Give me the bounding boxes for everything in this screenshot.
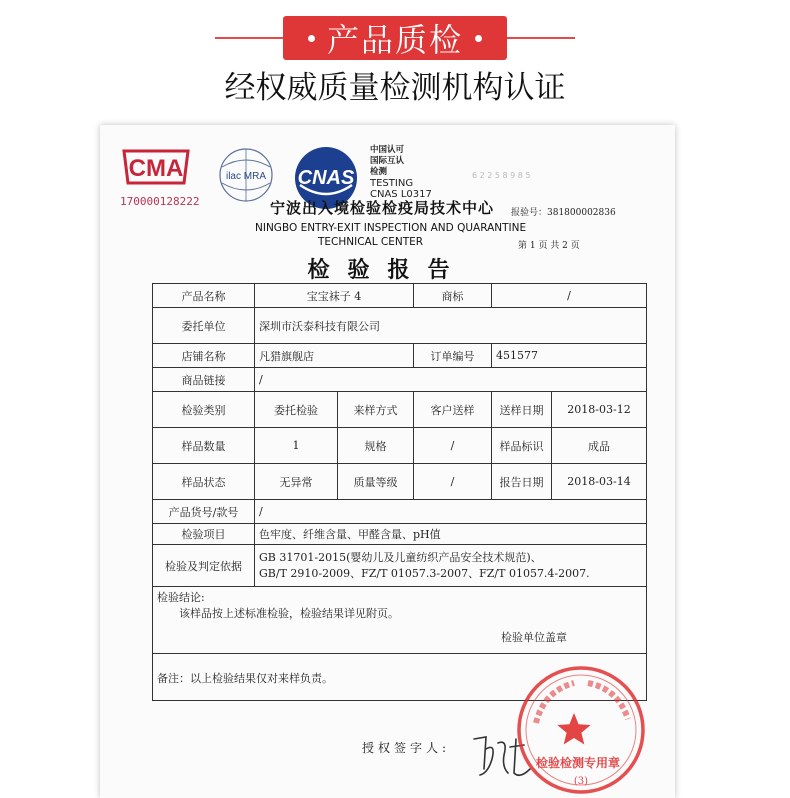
cell-label: 商标 <box>414 284 492 308</box>
note-text: 备注：以上检验结果仅对来样负责。 <box>157 672 333 685</box>
table-row <box>153 464 647 500</box>
svg-text:ilac MRA: ilac MRA <box>225 171 267 182</box>
conclusion-label: 检验结论: <box>157 591 205 604</box>
cell-label: 店铺名称 <box>153 344 255 368</box>
organization-name-cn: 宁波出入境检验检疫局技术中心 <box>270 199 495 217</box>
quality-grade: / <box>414 464 492 500</box>
sample-state: 无异常 <box>255 464 338 500</box>
faded-code: 6 2 2 5 8 9 8 5 <box>472 171 531 180</box>
svg-text:CNAS: CNAS <box>297 167 355 189</box>
cell-label: 送样日期 <box>492 392 552 428</box>
item-number: / <box>255 500 647 524</box>
client: 深圳市沃泰科技有限公司 <box>255 308 647 344</box>
stamp-inner-text: 检验检测专用章 <box>535 756 621 770</box>
section-banner <box>283 16 507 60</box>
seal-label: 检验单位盖章 <box>501 631 567 644</box>
inspection-basis: GB 31701-2015(婴幼儿及儿童纺织产品安全技术规范)、 GB/T 2910-2009、FZ/T 01057.3-2007、FZ/T 01057.4-2007. <box>255 545 647 587</box>
dot-icon <box>308 35 315 42</box>
banner-title: 产品质检 <box>326 21 463 59</box>
table-row <box>153 392 647 428</box>
sample-quantity: 1 <box>255 428 338 464</box>
cell-label: 规格 <box>338 428 414 464</box>
sample-method: 客户送样 <box>414 392 492 428</box>
conclusion-cell <box>153 587 647 654</box>
report-number: 报验号：381800002836 <box>511 208 616 218</box>
dot-icon <box>475 35 482 42</box>
table-row <box>153 308 647 344</box>
organization-name-en-2: TECHNICAL CENTER <box>318 236 424 248</box>
svg-text:CMA: CMA <box>128 155 184 182</box>
cma-number: 170000128222 <box>120 195 200 208</box>
inspection-items: 色牢度、纤维含量、甲醛含量、pH值 <box>255 524 647 545</box>
cell-label: 检验类别 <box>153 392 255 428</box>
cell-label: 委托单位 <box>153 308 255 344</box>
cell-label: 样品标识 <box>492 428 552 464</box>
cell-label: 商品链接 <box>153 368 255 392</box>
inspection-report <box>100 125 675 798</box>
report-title: 检验报告 <box>307 258 468 283</box>
table-row <box>153 587 647 654</box>
cell-label: 报告日期 <box>492 464 552 500</box>
page-info: 第 1 页 共 2 页 <box>518 241 580 251</box>
table-row <box>153 524 647 545</box>
cell-label: 检验及判定依据 <box>153 545 255 587</box>
cell-label: 来样方式 <box>338 392 414 428</box>
cell-label: 产品货号/款号 <box>153 500 255 524</box>
cell-label: 样品数量 <box>153 428 255 464</box>
cell-label: 检验项目 <box>153 524 255 545</box>
cell-label: 样品状态 <box>153 464 255 500</box>
table-row <box>153 368 647 392</box>
page-subtitle: 经权威质量检测机构认证 <box>224 70 566 106</box>
cell-label: 订单编号 <box>414 344 492 368</box>
cnas-info: 中国认可 国际互认 检测 TESTING CNAS L0317 <box>370 145 432 200</box>
table-row <box>153 284 647 308</box>
brand: / <box>492 284 647 308</box>
organization-name-en: NINGBO ENTRY-EXIT INSPECTION AND QUARANTINE <box>255 222 527 234</box>
conclusion-text: 该样品按上述标准检验，检验结果详见附页。 <box>179 607 399 620</box>
submit-date: 2018-03-12 <box>552 392 647 428</box>
table-row <box>153 500 647 524</box>
report-table <box>152 283 647 701</box>
product-name: 宝宝袜子 4 <box>255 284 414 308</box>
inspection-type: 委托检验 <box>255 392 338 428</box>
report-date: 2018-03-14 <box>552 464 647 500</box>
table-row <box>153 545 647 587</box>
table-row <box>153 344 647 368</box>
stamp-number: (3) <box>573 776 589 787</box>
signatory-label: 授权签字人: <box>362 741 451 755</box>
specification: / <box>414 428 492 464</box>
official-stamp <box>514 663 648 797</box>
table-row <box>153 428 647 464</box>
cell-label: 质量等级 <box>338 464 414 500</box>
cma-logo <box>120 145 192 187</box>
store: 凡猎旗舰店 <box>255 344 414 368</box>
sample-mark: 成品 <box>552 428 647 464</box>
product-link: / <box>255 368 647 392</box>
order-number: 451577 <box>492 344 647 368</box>
cell-label: 产品名称 <box>153 284 255 308</box>
